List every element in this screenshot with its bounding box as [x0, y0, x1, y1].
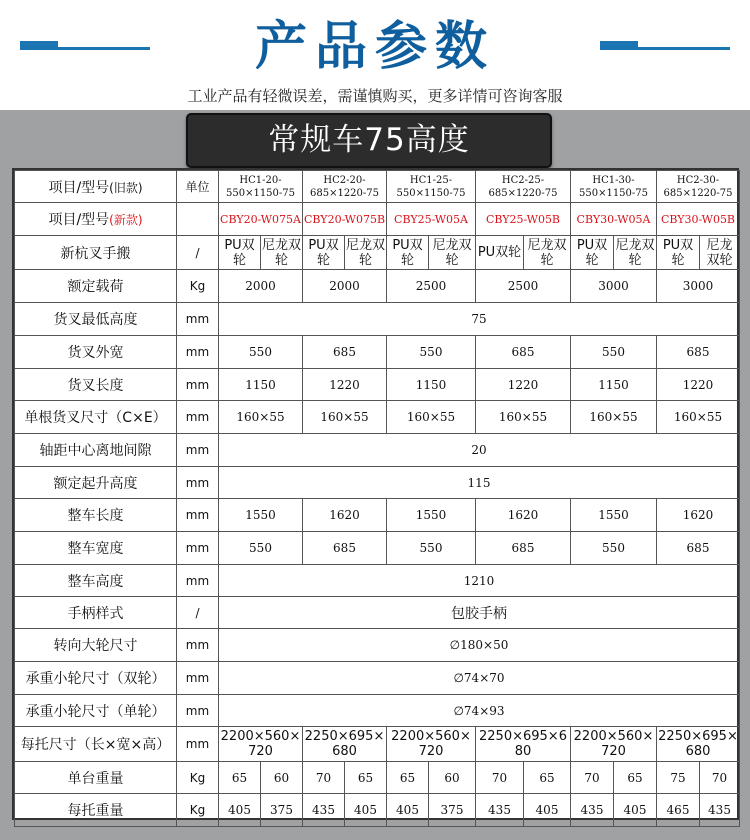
value-cell: 435 — [700, 794, 740, 827]
unit-header: 单位 — [177, 171, 219, 203]
page-title: 产品参数 — [254, 17, 495, 77]
value-cell: 1620 — [303, 499, 387, 532]
table-row-load-wheel-double — [15, 662, 740, 695]
table-row-handle-style — [15, 597, 740, 629]
value-cell: 1150 — [387, 369, 476, 401]
unit-cell: / — [177, 597, 219, 629]
unit-cell: / — [177, 236, 219, 270]
value-cell: 405 — [614, 794, 657, 827]
old-model-line: HC1-25- — [409, 174, 453, 186]
value-cell: 1550 — [219, 499, 303, 532]
wheel-option-cell: 尼龙双轮 — [524, 236, 571, 270]
unit-cell: mm — [177, 434, 219, 467]
new-model-cell: CBY25-W05A — [387, 203, 476, 236]
table-row-total-width — [15, 532, 740, 565]
unit-cell: Kg — [177, 270, 219, 303]
unit-cell: mm — [177, 695, 219, 727]
old-model-line: 685×1220-75 — [309, 187, 380, 199]
old-model-line: 550×1150-75 — [396, 187, 466, 199]
old-model-line: HC2-25- — [501, 174, 545, 186]
label-suffix: (新款) — [109, 213, 143, 227]
value-cell: 2200×560×720 — [219, 727, 303, 762]
old-model-cell — [476, 171, 571, 203]
page-subtitle: 工业产品有轻微误差，需谨慎购买，更多详情可咨询客服 — [187, 87, 563, 105]
spec-table-container — [12, 168, 739, 820]
row-label: 整车宽度 — [15, 532, 177, 565]
unit-cell: mm — [177, 401, 219, 434]
table-row-pallet-weight — [15, 794, 740, 827]
value-cell: 75 — [657, 762, 700, 794]
table-row-rated-load — [15, 270, 740, 303]
value-cell: 65 — [614, 762, 657, 794]
wheel-option-cell: PU双轮 — [657, 236, 700, 270]
section-banner: 常规车75高度 — [186, 113, 552, 168]
row-label — [15, 171, 177, 203]
value-cell: 2250×695×680 — [303, 727, 387, 762]
value-cell: 1150 — [219, 369, 303, 401]
value-cell: 160×55 — [219, 401, 303, 434]
value-cell: 2000 — [219, 270, 303, 303]
wheel-option-cell: PU双轮 — [219, 236, 261, 270]
unit-cell: mm — [177, 727, 219, 762]
unit-cell: mm — [177, 467, 219, 499]
value-cell: 160×55 — [387, 401, 476, 434]
value-cell: 70 — [303, 762, 345, 794]
value-cell: 160×55 — [303, 401, 387, 434]
value-cell: 2250×695×680 — [476, 727, 571, 762]
value-cell: 2500 — [476, 270, 571, 303]
old-model-line: HC1-20- — [239, 174, 282, 186]
table-row-lift-height — [15, 467, 740, 499]
row-label: 轴距中心离地间隙 — [15, 434, 177, 467]
old-model-line: 685×1220-75 — [488, 187, 558, 199]
value-cell: 435 — [571, 794, 614, 827]
value-cell: 包胶手柄 — [219, 597, 740, 629]
old-model-line: HC2-20- — [323, 174, 366, 186]
value-cell: 115 — [219, 467, 740, 499]
value-cell: 60 — [261, 762, 303, 794]
value-cell: 60 — [429, 762, 476, 794]
table-row-min-fork-height — [15, 303, 740, 336]
table-row-old-model — [15, 171, 740, 203]
new-model-cell: CBY30-W05A — [571, 203, 657, 236]
row-label: 额定载荷 — [15, 270, 177, 303]
unit-cell: mm — [177, 303, 219, 336]
value-cell: 405 — [219, 794, 261, 827]
value-cell: 435 — [476, 794, 524, 827]
value-cell: 3000 — [657, 270, 740, 303]
row-label: 货叉最低高度 — [15, 303, 177, 336]
wheel-option-cell: 尼龙双轮 — [429, 236, 476, 270]
new-model-cell: CBY20-W075A — [219, 203, 303, 236]
value-cell: 2000 — [303, 270, 387, 303]
value-cell: 1220 — [476, 369, 571, 401]
wheel-option-cell: 尼龙双轮 — [346, 237, 386, 268]
row-label: 新杭叉手搬 — [15, 236, 177, 270]
value-cell: 435 — [303, 794, 345, 827]
table-row-wheel-type — [15, 236, 740, 270]
value-cell: 65 — [524, 762, 571, 794]
unit-cell: mm — [177, 369, 219, 401]
new-model-cell: CBY25-W05B — [476, 203, 571, 236]
row-label: 单根货叉尺寸（C×E） — [15, 401, 177, 434]
row-label: 每托尺寸（长×宽×高） — [15, 727, 177, 762]
unit-cell: mm — [177, 499, 219, 532]
value-cell: 685 — [303, 336, 387, 369]
value-cell: 1620 — [476, 499, 571, 532]
old-model-line: HC2-30- — [676, 174, 720, 186]
row-label: 额定起升高度 — [15, 467, 177, 499]
label-text: 项目/型号 — [48, 212, 110, 228]
row-label: 整车高度 — [15, 565, 177, 597]
table-row-ground-clearance — [15, 434, 740, 467]
value-cell: 160×55 — [657, 401, 740, 434]
wheel-option-cell: PU双轮 — [476, 236, 524, 270]
unit-cell: mm — [177, 565, 219, 597]
table-row-total-height — [15, 565, 740, 597]
value-cell: 685 — [476, 336, 571, 369]
table-row-total-length — [15, 499, 740, 532]
value-cell: 1150 — [571, 369, 657, 401]
old-model-cell — [303, 171, 387, 203]
value-cell: 2200×560×720 — [387, 727, 476, 762]
wheel-option-cell: 尼龙双轮 — [262, 237, 302, 268]
row-label: 承重小轮尺寸（双轮） — [15, 662, 177, 695]
value-cell: 550 — [387, 336, 476, 369]
value-cell: 685 — [657, 336, 740, 369]
value-cell: 20 — [219, 434, 740, 467]
value-cell: 160×55 — [571, 401, 657, 434]
row-label: 手柄样式 — [15, 597, 177, 629]
value-cell: 405 — [524, 794, 571, 827]
value-cell: 1550 — [571, 499, 657, 532]
new-model-cell: CBY30-W05B — [657, 203, 740, 236]
wheel-option-cell: PU双轮 — [571, 236, 614, 270]
table-row-steer-wheel — [15, 629, 740, 662]
value-cell: 550 — [571, 336, 657, 369]
spec-table — [14, 170, 740, 827]
value-cell: ∅74×70 — [219, 662, 740, 695]
value-cell: 465 — [657, 794, 700, 827]
value-cell: 75 — [219, 303, 740, 336]
value-cell: 1550 — [387, 499, 476, 532]
wheel-option-cell: PU双轮 — [387, 236, 429, 270]
old-model-line: HC1-30- — [592, 174, 635, 186]
new-model-cell: CBY20-W075B — [303, 203, 387, 236]
value-cell: 375 — [261, 794, 303, 827]
old-model-line: 685×1220-75 — [663, 187, 733, 199]
value-cell: 1220 — [657, 369, 740, 401]
value-cell: 550 — [571, 532, 657, 565]
value-cell: 70 — [700, 762, 740, 794]
row-label: 整车长度 — [15, 499, 177, 532]
value-cell: 1620 — [657, 499, 740, 532]
old-model-cell — [219, 171, 303, 203]
old-model-cell — [657, 171, 740, 203]
value-cell: 160×55 — [476, 401, 571, 434]
value-cell: 405 — [387, 794, 429, 827]
value-cell: 550 — [219, 336, 303, 369]
unit-cell: mm — [177, 662, 219, 695]
value-cell: 2250×695×680 — [657, 727, 740, 762]
unit-cell: Kg — [177, 794, 219, 827]
row-label: 转向大轮尺寸 — [15, 629, 177, 662]
row-label — [15, 203, 177, 236]
table-row-load-wheel-single — [15, 695, 740, 727]
value-cell: 405 — [345, 794, 387, 827]
value-cell: 3000 — [571, 270, 657, 303]
table-row-new-model — [15, 203, 740, 236]
value-cell: 685 — [303, 532, 387, 565]
value-cell: 65 — [345, 762, 387, 794]
table-row-unit-weight — [15, 762, 740, 794]
unit-cell — [177, 203, 219, 236]
value-cell: ∅180×50 — [219, 629, 740, 662]
value-cell: 65 — [219, 762, 261, 794]
value-cell: 1220 — [303, 369, 387, 401]
value-cell: 2200×560×720 — [571, 727, 657, 762]
table-row-fork-size — [15, 401, 740, 434]
old-model-cell — [387, 171, 476, 203]
label-text: 项目/型号 — [48, 179, 110, 196]
row-label: 货叉外宽 — [15, 336, 177, 369]
table-row-fork-length — [15, 369, 740, 401]
value-cell: 685 — [657, 532, 740, 565]
wheel-option-cell: PU双轮 — [303, 236, 345, 270]
row-label: 承重小轮尺寸（单轮） — [15, 695, 177, 727]
value-cell: 685 — [476, 532, 571, 565]
old-model-cell — [571, 171, 657, 203]
unit-cell: mm — [177, 532, 219, 565]
value-cell: ∅74×93 — [219, 695, 740, 727]
unit-cell: mm — [177, 336, 219, 369]
unit-cell: Kg — [177, 762, 219, 794]
value-cell: 70 — [571, 762, 614, 794]
old-model-line: 550×1150-75 — [225, 187, 296, 199]
row-label: 货叉长度 — [15, 369, 177, 401]
wheel-option-cell: 尼龙双轮 — [615, 237, 655, 268]
label-suffix: (旧款) — [109, 180, 143, 195]
value-cell: 65 — [387, 762, 429, 794]
unit-cell: mm — [177, 629, 219, 662]
value-cell: 550 — [219, 532, 303, 565]
wheel-option-cell: 尼龙双轮 — [700, 236, 740, 270]
table-row-pallet-size — [15, 727, 740, 762]
value-cell: 375 — [429, 794, 476, 827]
value-cell: 2500 — [387, 270, 476, 303]
table-row-fork-width — [15, 336, 740, 369]
row-label: 单台重量 — [15, 762, 177, 794]
row-label: 每托重量 — [15, 794, 177, 827]
value-cell: 550 — [387, 532, 476, 565]
old-model-line: 550×1150-75 — [578, 187, 649, 199]
value-cell: 1210 — [219, 565, 740, 597]
value-cell: 70 — [476, 762, 524, 794]
